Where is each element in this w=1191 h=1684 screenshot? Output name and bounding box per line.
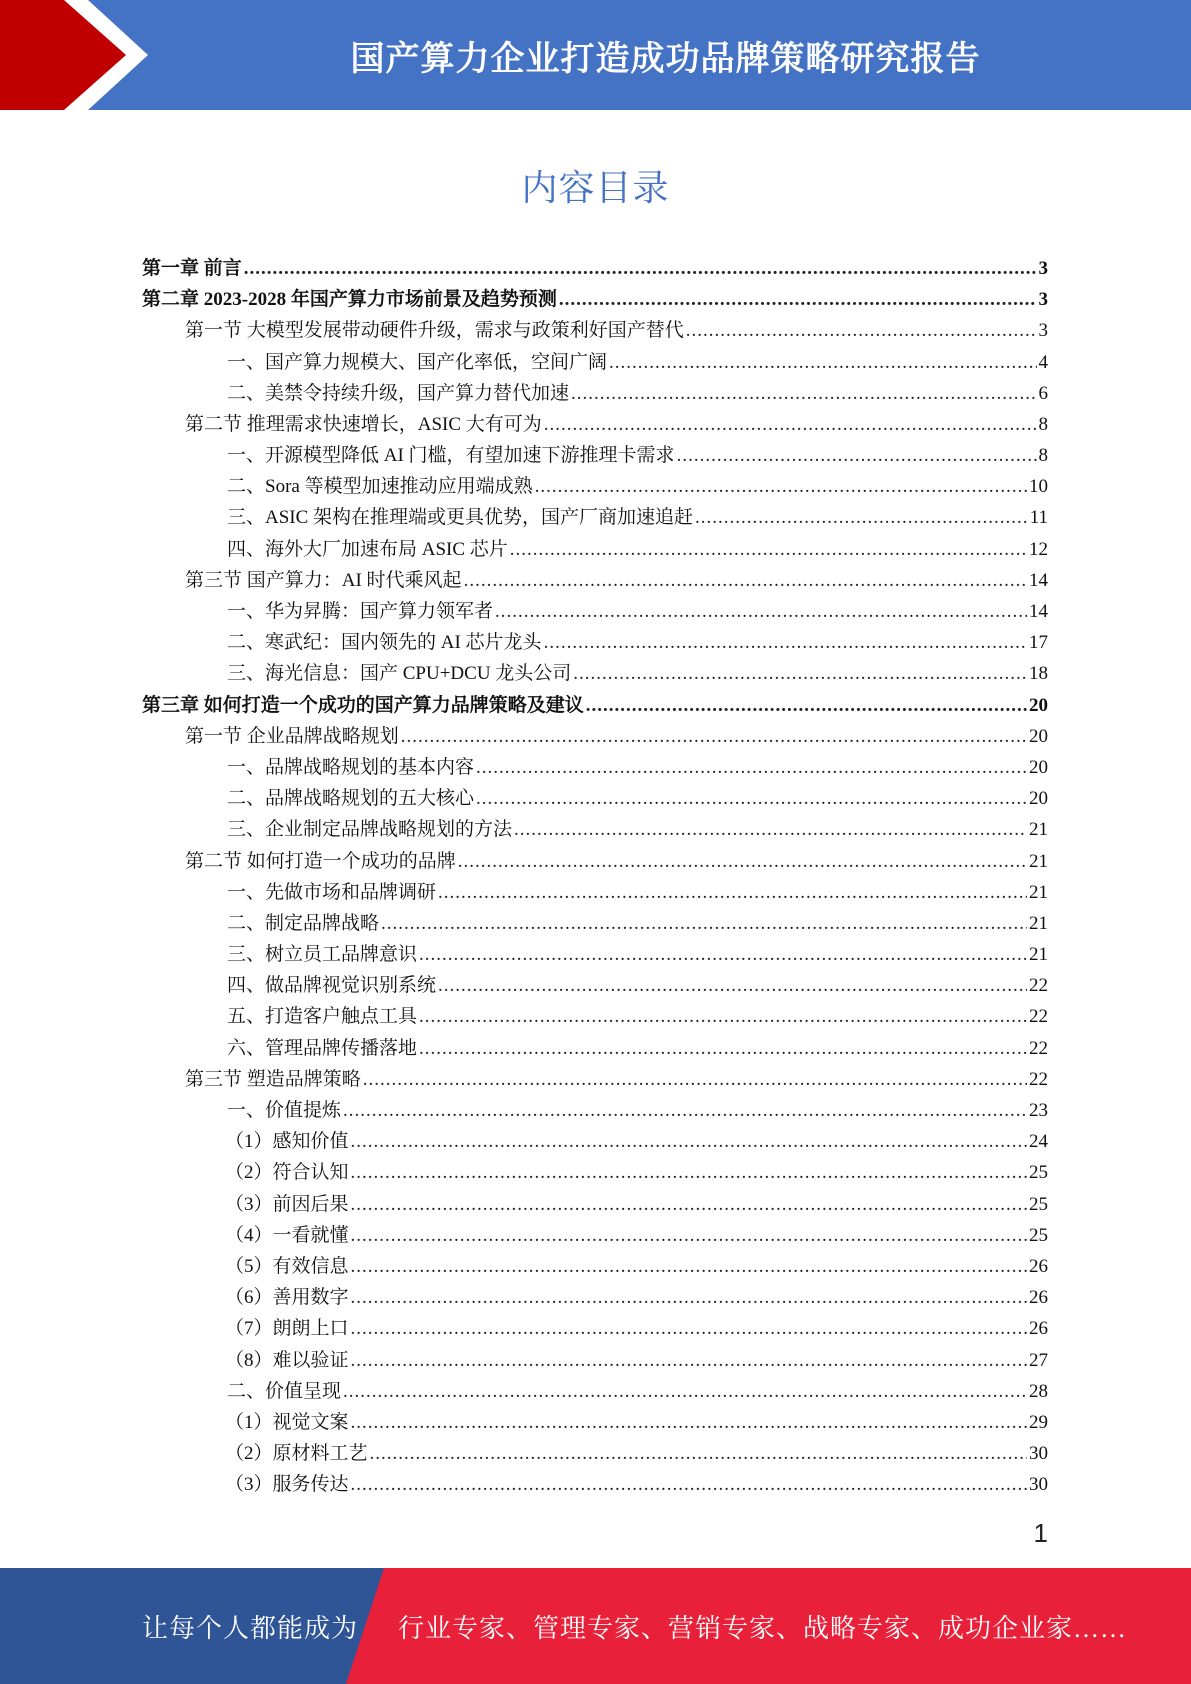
toc-entry-page: 22 <box>1029 1037 1048 1059</box>
toc-entry-title: 一、华为昇腾：国产算力领军者 <box>227 601 494 623</box>
toc-dot-leader <box>609 347 1036 378</box>
toc-entry[interactable] <box>142 783 1048 814</box>
toc-dot-leader <box>419 1002 1027 1033</box>
toc-entry-page: 29 <box>1029 1411 1048 1433</box>
toc-entry[interactable] <box>142 1469 1048 1500</box>
toc-entry-title: 第一章 前言 <box>142 257 242 279</box>
footer-slogan-right: 行业专家、管理专家、营销专家、战略专家、成功企业家…… <box>398 1613 1128 1643</box>
toc-entry-page: 21 <box>1029 819 1048 841</box>
toc-entry-title: 四、海外大厂加速布局 ASIC 芯片 <box>227 538 508 560</box>
toc-entry-title: 第一节 企业品牌战略规划 <box>185 725 399 747</box>
toc-dot-leader <box>419 939 1027 970</box>
toc-dot-leader <box>573 658 1027 689</box>
toc-dot-leader <box>351 1407 1027 1438</box>
toc-entry[interactable] <box>142 471 1048 502</box>
toc-entry[interactable] <box>142 534 1048 565</box>
toc-entry[interactable] <box>142 1251 1048 1282</box>
toc-entry-title: 二、品牌战略规划的五大核心 <box>227 788 475 810</box>
toc-entry[interactable] <box>142 378 1048 409</box>
toc-dot-leader <box>514 814 1027 845</box>
toc-entry-title: （3）前因后果 <box>225 1193 349 1215</box>
toc-dot-leader <box>381 908 1027 939</box>
toc-entry[interactable] <box>142 347 1048 378</box>
toc-entry-title: 四、做品牌视觉识别系统 <box>227 975 437 997</box>
toc-dot-leader <box>510 534 1027 565</box>
toc-entry-page: 26 <box>1029 1318 1048 1340</box>
toc-entry[interactable] <box>142 440 1048 471</box>
page-footer-banner <box>0 1568 1191 1684</box>
toc-entry-title: 二、寒武纪：国内领先的 AI 芯片龙头 <box>227 632 542 654</box>
toc-entry[interactable] <box>142 658 1048 689</box>
toc-dot-leader <box>476 752 1027 783</box>
toc-dot-leader <box>351 1220 1027 1251</box>
toc-entry-title: 一、国产算力规模大、国产化率低，空间广阔 <box>227 351 608 373</box>
toc-entry-title: 六、管理品牌传播落地 <box>227 1037 418 1059</box>
toc-entry-title: （6）善用数字 <box>225 1287 349 1309</box>
toc-dot-leader <box>495 596 1027 627</box>
toc-dot-leader <box>351 1313 1027 1344</box>
toc-dot-leader <box>559 284 1037 315</box>
toc-dot-leader <box>401 721 1027 752</box>
toc-entry-title: 第三节 国产算力：AI 时代乘风起 <box>185 569 462 591</box>
toc-entry[interactable] <box>142 1220 1048 1251</box>
toc-dot-leader <box>464 565 1027 596</box>
toc-entry-page: 25 <box>1029 1224 1048 1246</box>
toc-entry-title: 第一节 大模型发展带动硬件升级，需求与政策利好国产替代 <box>185 320 684 342</box>
toc-entry-page: 6 <box>1038 382 1048 404</box>
toc-entry-title: （1）感知价值 <box>225 1131 349 1153</box>
toc-entry-page: 3 <box>1038 320 1048 342</box>
toc-entry-title: （8）难以验证 <box>225 1349 349 1371</box>
toc-entry[interactable] <box>142 1002 1048 1033</box>
toc-entry-page: 18 <box>1029 663 1048 685</box>
toc-dot-leader <box>544 409 1037 440</box>
toc-entry-page: 21 <box>1029 912 1048 934</box>
toc-entry-page: 22 <box>1029 975 1048 997</box>
toc-dot-leader <box>438 970 1027 1001</box>
toc-entry-title: 第二节 推理需求快速增长，ASIC 大有可为 <box>185 413 542 435</box>
toc-entry-page: 26 <box>1029 1287 1048 1309</box>
toc-entry-title: 一、品牌战略规划的基本内容 <box>227 756 475 778</box>
toc-entry[interactable] <box>142 627 1048 658</box>
toc-entry-page: 30 <box>1029 1443 1048 1465</box>
toc-entry[interactable] <box>142 1157 1048 1188</box>
toc-entry[interactable] <box>142 503 1048 534</box>
toc-entry-page: 8 <box>1038 413 1048 435</box>
toc-dot-leader <box>544 627 1027 658</box>
toc-entry[interactable] <box>142 908 1048 939</box>
toc-dot-leader <box>343 1376 1027 1407</box>
toc-entry[interactable] <box>142 284 1048 315</box>
toc-entry-title: （5）有效信息 <box>225 1255 349 1277</box>
page-number: 1 <box>1033 1518 1048 1548</box>
toc-entry-page: 14 <box>1029 601 1048 623</box>
toc-entry-title: 三、海光信息：国产 CPU+DCU 龙头公司 <box>227 663 572 685</box>
toc-entry[interactable] <box>142 846 1048 877</box>
toc-dot-leader <box>535 471 1027 502</box>
toc-entry-title: （3）服务传达 <box>225 1474 349 1496</box>
toc-entry-title: （7）朗朗上口 <box>225 1318 349 1340</box>
toc-entry[interactable] <box>142 1407 1048 1438</box>
toc-dot-leader <box>351 1251 1027 1282</box>
toc-entry[interactable] <box>142 565 1048 596</box>
toc-entry-page: 26 <box>1029 1255 1048 1277</box>
toc-entry-page: 25 <box>1029 1193 1048 1215</box>
toc-dot-leader <box>244 253 1037 284</box>
toc-entry[interactable] <box>142 596 1048 627</box>
toc-entry-title: 第二章 2023-2028 年国产算力市场前景及趋势预测 <box>142 289 557 311</box>
toc-entry-page: 20 <box>1029 756 1048 778</box>
toc-entry-title: 一、开源模型降低 AI 门槛，有望加速下游推理卡需求 <box>227 445 675 467</box>
toc-entry-page: 4 <box>1038 351 1048 373</box>
toc-entry-page: 27 <box>1029 1349 1048 1371</box>
toc-entry-title: 三、ASIC 架构在推理端或更具优势，国产厂商加速追赶 <box>227 507 694 529</box>
toc-entry[interactable] <box>142 752 1048 783</box>
toc-entry-page: 8 <box>1038 445 1048 467</box>
toc-entry-page: 3 <box>1038 257 1048 279</box>
toc-entry-title: 二、Sora 等模型加速推动应用端成熟 <box>227 476 533 498</box>
toc-heading: 内容目录 <box>521 168 670 209</box>
toc-entry-page: 3 <box>1038 289 1048 311</box>
toc-entry-page: 25 <box>1029 1162 1048 1184</box>
toc-entry-page: 11 <box>1029 507 1048 529</box>
toc-entry-page: 22 <box>1029 1068 1048 1090</box>
toc-entry[interactable] <box>142 1345 1048 1376</box>
toc-dot-leader <box>351 1157 1027 1188</box>
toc-entry[interactable] <box>142 690 1048 721</box>
toc-entry-title: 第二节 如何打造一个成功的品牌 <box>185 850 456 872</box>
toc-dot-leader <box>438 877 1027 908</box>
toc-entry-page: 21 <box>1029 850 1048 872</box>
toc-entry-title: 五、打造客户触点工具 <box>227 1006 418 1028</box>
toc-entry[interactable] <box>142 253 1048 284</box>
toc-dot-leader <box>458 846 1027 877</box>
toc-entry[interactable] <box>142 409 1048 440</box>
toc-dot-leader <box>370 1438 1027 1469</box>
toc-entry-title: 一、价值提炼 <box>227 1100 342 1122</box>
toc-dot-leader <box>571 378 1036 409</box>
document-title: 国产算力企业打造成功品牌策略研究报告 <box>350 38 981 79</box>
page-header-banner <box>0 0 1191 110</box>
toc-entry-title: （4）一看就懂 <box>225 1224 349 1246</box>
toc-entry-title: 三、企业制定品牌战略规划的方法 <box>227 819 513 841</box>
toc-entry-page: 12 <box>1029 538 1048 560</box>
toc-entry-page: 30 <box>1029 1474 1048 1496</box>
toc-entry[interactable] <box>142 1189 1048 1220</box>
toc-dot-leader <box>419 1033 1027 1064</box>
toc-entry-page: 20 <box>1029 788 1048 810</box>
toc-dot-leader <box>343 1095 1027 1126</box>
toc-entry-title: 一、先做市场和品牌调研 <box>227 881 437 903</box>
toc-entry-page: 10 <box>1029 476 1048 498</box>
toc-dot-leader <box>677 440 1037 471</box>
toc-dot-leader <box>351 1126 1027 1157</box>
toc-entry-title: （2）符合认知 <box>225 1162 349 1184</box>
toc-entry-page: 14 <box>1029 569 1048 591</box>
toc-entry[interactable] <box>142 721 1048 752</box>
toc-dot-leader <box>476 783 1027 814</box>
toc-entry[interactable] <box>142 1064 1048 1095</box>
toc-entry-title: 二、制定品牌战略 <box>227 912 380 934</box>
toc-entry-page: 24 <box>1029 1131 1048 1153</box>
toc-entry-page: 21 <box>1029 944 1048 966</box>
toc-entry-page: 22 <box>1029 1006 1048 1028</box>
toc-dot-leader <box>363 1064 1027 1095</box>
toc-entry[interactable] <box>142 1376 1048 1407</box>
toc-entry-title: 二、美禁令持续升级，国产算力替代加速 <box>227 382 570 404</box>
toc-entry-page: 20 <box>1029 694 1048 716</box>
toc-entry-title: 第三章 如何打造一个成功的国产算力品牌策略及建议 <box>142 694 584 716</box>
toc-entry-page: 23 <box>1029 1100 1048 1122</box>
toc-entry[interactable] <box>142 1282 1048 1313</box>
toc-dot-leader <box>695 503 1028 534</box>
toc-entry-title: （2）原材料工艺 <box>225 1443 368 1465</box>
toc-entry-title: 三、树立员工品牌意识 <box>227 944 418 966</box>
toc-entry[interactable] <box>142 315 1048 346</box>
toc-entry[interactable] <box>142 1313 1048 1344</box>
toc-entry[interactable] <box>142 814 1048 845</box>
table-of-contents <box>142 253 1048 1501</box>
footer-slogan-left: 让每个人都能成为 <box>142 1613 359 1643</box>
toc-dot-leader <box>351 1469 1027 1500</box>
toc-entry-page: 21 <box>1029 881 1048 903</box>
toc-entry[interactable] <box>142 877 1048 908</box>
toc-entry-title: 二、价值呈现 <box>227 1380 342 1402</box>
toc-entry-page: 28 <box>1029 1380 1048 1402</box>
toc-dot-leader <box>686 315 1037 346</box>
toc-dot-leader <box>586 690 1027 721</box>
toc-entry[interactable] <box>142 970 1048 1001</box>
toc-dot-leader <box>351 1282 1027 1313</box>
toc-dot-leader <box>351 1189 1027 1220</box>
toc-entry-page: 20 <box>1029 725 1048 747</box>
toc-entry-title: 第三节 塑造品牌策略 <box>185 1068 361 1090</box>
toc-entry-page: 17 <box>1029 632 1048 654</box>
toc-entry[interactable] <box>142 939 1048 970</box>
toc-entry-title: （1）视觉文案 <box>225 1411 349 1433</box>
toc-dot-leader <box>351 1345 1027 1376</box>
toc-entry[interactable] <box>142 1438 1048 1469</box>
toc-entry[interactable] <box>142 1033 1048 1064</box>
toc-entry[interactable] <box>142 1095 1048 1126</box>
toc-entry[interactable] <box>142 1126 1048 1157</box>
